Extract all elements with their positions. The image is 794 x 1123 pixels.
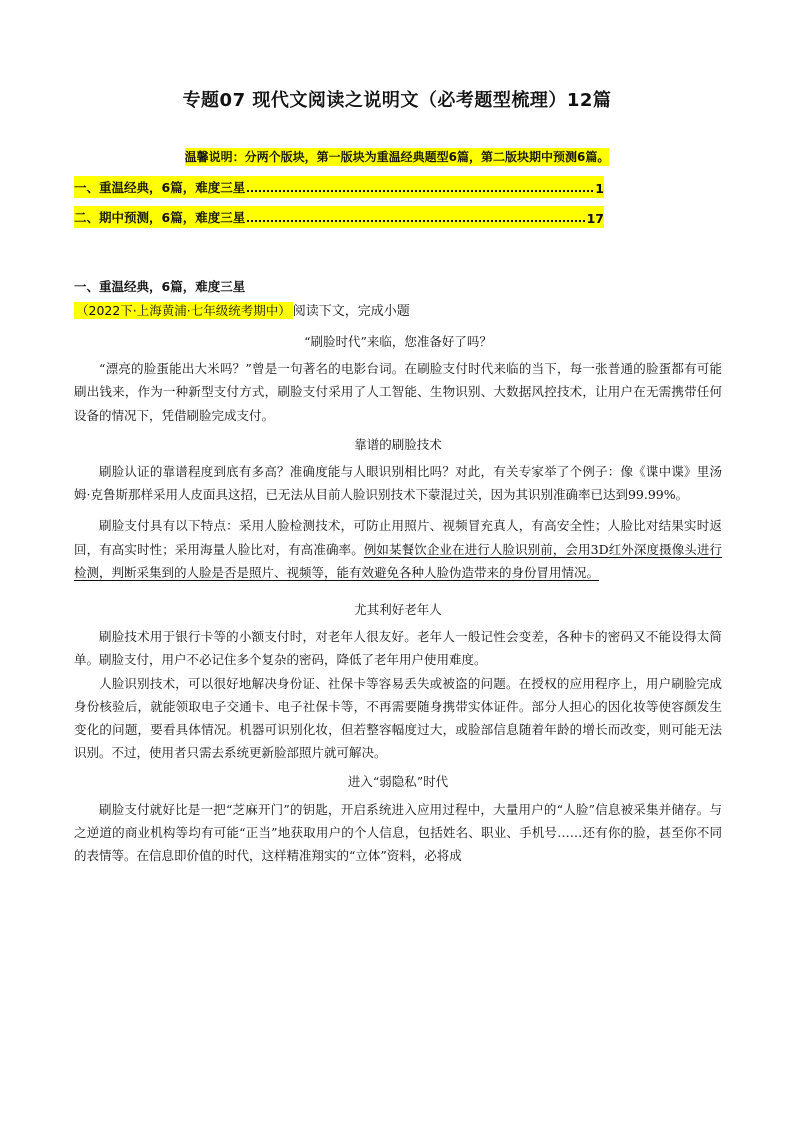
toc-entry-page: 17 — [586, 211, 604, 226]
toc-dot-leader — [247, 190, 593, 192]
reminder-note: 温馨说明：分两个版块，第一版块为重温经典题型6篇，第二版块期中预测6篇。 — [184, 150, 610, 164]
toc-entry-label: 二、期中预测，6篇，难度三星 — [74, 210, 246, 225]
section-heading: 一、重温经典，6篇，难度三星 — [74, 279, 246, 294]
paragraph-4: 刷脸技术用于银行卡等的小额支付时，对老年人很友好。老年人一般记性会变差，各种卡的密码又不能设得太简单。刷脸支付，用户不必记住多个复杂的密码，降低了老年用户使用难度。 — [74, 629, 722, 668]
paragraph-3 — [74, 514, 722, 584]
paragraph-2: 刷脸认证的靠谱程度到底有多高？准确度能与人眼识别相比吗？对此，有关专家举了个例子：像《谍中谍》里汤姆·克鲁斯那样采用人皮面具这招，已无法从目前人脸识别技术下蒙混过关，因为其识别准确率已达到99.99%。 — [74, 464, 722, 503]
toc-dot-leader — [247, 220, 584, 222]
article — [74, 324, 722, 867]
subheading-1: 靠谱的刷脸技术 — [354, 436, 442, 452]
toc-entry-page: 1 — [595, 181, 604, 196]
paragraph-6: 刷脸支付就好比是一把“芝麻开门”的钥匙，开启系统进入应用过程中，大量用户的“人脸”信息被采集并储存。与之逆道的商业机构等均有可能“正当”地获取用户的个人信息，包括姓名、职业、手机号……还有你的脸，甚至你不同的表情等。在信息即价值的时代，这样精准翔实的“立体”资料，必将成 — [74, 801, 722, 864]
article-title: “刷脸时代”来临，您准备好了吗？ — [304, 334, 492, 349]
paragraph-1: “漂亮的脸蛋能出大米吗？”曾是一句著名的电影台词。在刷脸支付时代来临的当下，每一张普通的脸蛋都有可能刷出钱来，作为一种新型支付方式，刷脸支付采用了人工智能、生物识别、大数据风控技术，让用户在无需携带任何设备的情况下，凭借刷脸完成支付。 — [74, 361, 722, 423]
toc-entry-label: 一、重温经典，6篇，难度三星 — [74, 180, 246, 195]
toc-entry-1[interactable] — [74, 176, 604, 198]
paragraph-5: 人脸识别技术，可以很好地解决身份证、社保卡等容易丢失或被盗的问题。在授权的应用程序上，用户刷脸完成身份核验后，就能领取电子交通卡、电子社保卡等，不再需要随身携带实体证件。部分人担心的因化妆等使容颜发生变化的问题，要看具体情况。机器可识别化妆，但若整容幅度过大，或脸部信息随着年龄的增长而改变，则可能无法识别。不过，使用者只需去系统更新脸部照片就可解决。 — [74, 675, 722, 761]
note-line — [0, 146, 794, 165]
subheading-3: 进入“弱隐私”时代 — [347, 774, 449, 790]
document-title: 专题07 现代文阅读之说明文（必考题型梳理）12篇 — [182, 90, 612, 111]
question-source-line — [74, 300, 410, 319]
instruction: 阅读下文，完成小题 — [292, 304, 410, 319]
subheading-2: 尤其利好老年人 — [354, 602, 442, 618]
toc-entry-2[interactable] — [74, 206, 604, 228]
exam-source: （2022下·上海黄浦·七年级统考期中） — [76, 303, 291, 318]
paragraph-3-text: 刷脸支付具有以下特点：采用人脸检测技术，可防止用照片、视频冒充真人，有高安全性；人脸比对结果实时返回，有高实时性；采用海量人脸比对，有高准确率。 — [74, 518, 722, 557]
underlined-sentence: 例如某餐饮企业在进行人脸识别前，会用3D红外深度摄像头进行检测，判断采集到的人脸是否是照片、视频等，能有效避免各种人脸伪造带来的身份冒用情况。 — [74, 541, 722, 580]
